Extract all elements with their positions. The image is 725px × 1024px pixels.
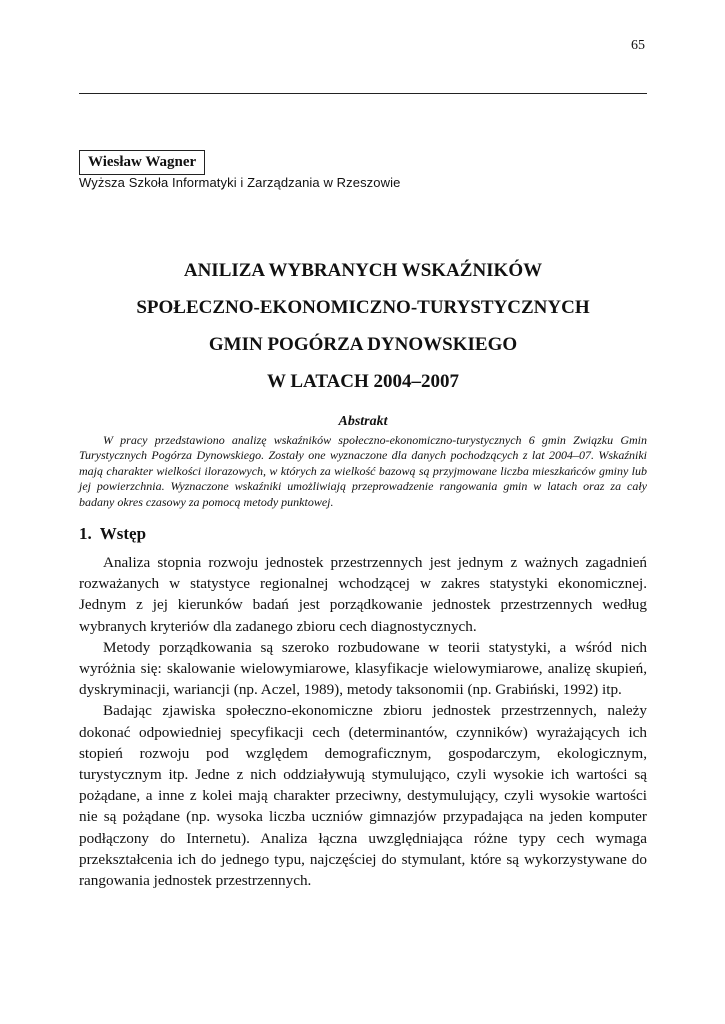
paper-title <box>79 252 647 400</box>
author-name: Wiesław Wagner <box>79 150 205 175</box>
title-line: ANILIZA WYBRANYCH WSKAŹNIKÓW <box>183 260 543 281</box>
section-number: 1. <box>79 524 92 543</box>
section-heading <box>79 524 146 544</box>
header-rule <box>79 93 647 94</box>
body-paragraph: Metody porządkowania są szeroko rozbudowane w teorii statystyki, a wśród nich wyróżnia się: skalowanie wielowymiarowe, klasyfikacje wielowymiarowe, analizę skupień, dyskryminacji, wariancji (np. Aczel, 1989), metody taksonomii (np. Grabiński, 1992) itp. <box>79 638 647 699</box>
body-paragraph: Badając zjawiska społeczno-ekonomiczne zbioru jednostek przestrzennych, należy dokonać odpowiedniej specyfikacji cech (determinantów, czynników) wyrażających ich stopień rozwoju pod względem demograficznym, gospodarczym, ekologicznym, turystycznym itp. Jedne z nich oddziaływują stymulująco, czyli wysokie ich wartości są pożądane, a inne z kolei mają charakter przeciwny, destymulujący, czyli wysokie wartości nie są pożądane (np. wysoka liczba uczniów gimnazjów przypadająca na jeden komputer podłączony do Internetu). Analiza łączna uwzględniająca różne typy cech wymaga przekształcenia ich do jednego typu, najczęściej do stymulant, które są wykorzystywane do rangowania jednostek przestrzennych. <box>79 702 647 890</box>
author-affiliation: Wyższa Szkoła Informatyki i Zarządzania w Rzeszowie <box>79 175 401 190</box>
page-number: 65 <box>631 38 645 53</box>
title-line: W LATACH 2004–2007 <box>266 371 460 392</box>
body-paragraph: Analiza stopnia rozwoju jednostek przestrzennych jest jednym z ważnych zagadnień rozważanych w statystyce regionalnej wchodzącej w zakres statystyki ekonomicznej. Jednym z jej kierunków badań jest porządkowanie jednostek przestrzennych według wybranych kryteriów dla zadanego zbioru cech diagnostycznych. <box>79 554 647 635</box>
abstract-heading: Abstrakt <box>338 414 388 429</box>
title-line: GMIN POGÓRZA DYNOWSKIEGO <box>208 334 518 355</box>
section-title: Wstęp <box>99 524 147 543</box>
section-body <box>79 552 647 891</box>
abstract-text: W pracy przedstawiono analizę wskaźników społeczno-ekonomiczno-turystycznych 6 gmin Związku Gmin Turystycznych Pogórza Dynowskiego. Zostały one wyznaczone dla danych pochodzących z lat 2004–07. Wskaźniki mają charakter wielkości ilorazowych, w których za wielkość bazową są przyjmowane liczba mieszkańców gminy lub jej powierzchnia. Wyznaczone wskaźniki umożliwiają przeprowadzenie rangowania gmin w latach oraz za cały badany okres czasowy za pomocą metody punktowej. <box>79 433 647 509</box>
title-line: SPOŁECZNO-EKONOMICZNO-TURYSTYCZNYCH <box>136 297 590 318</box>
